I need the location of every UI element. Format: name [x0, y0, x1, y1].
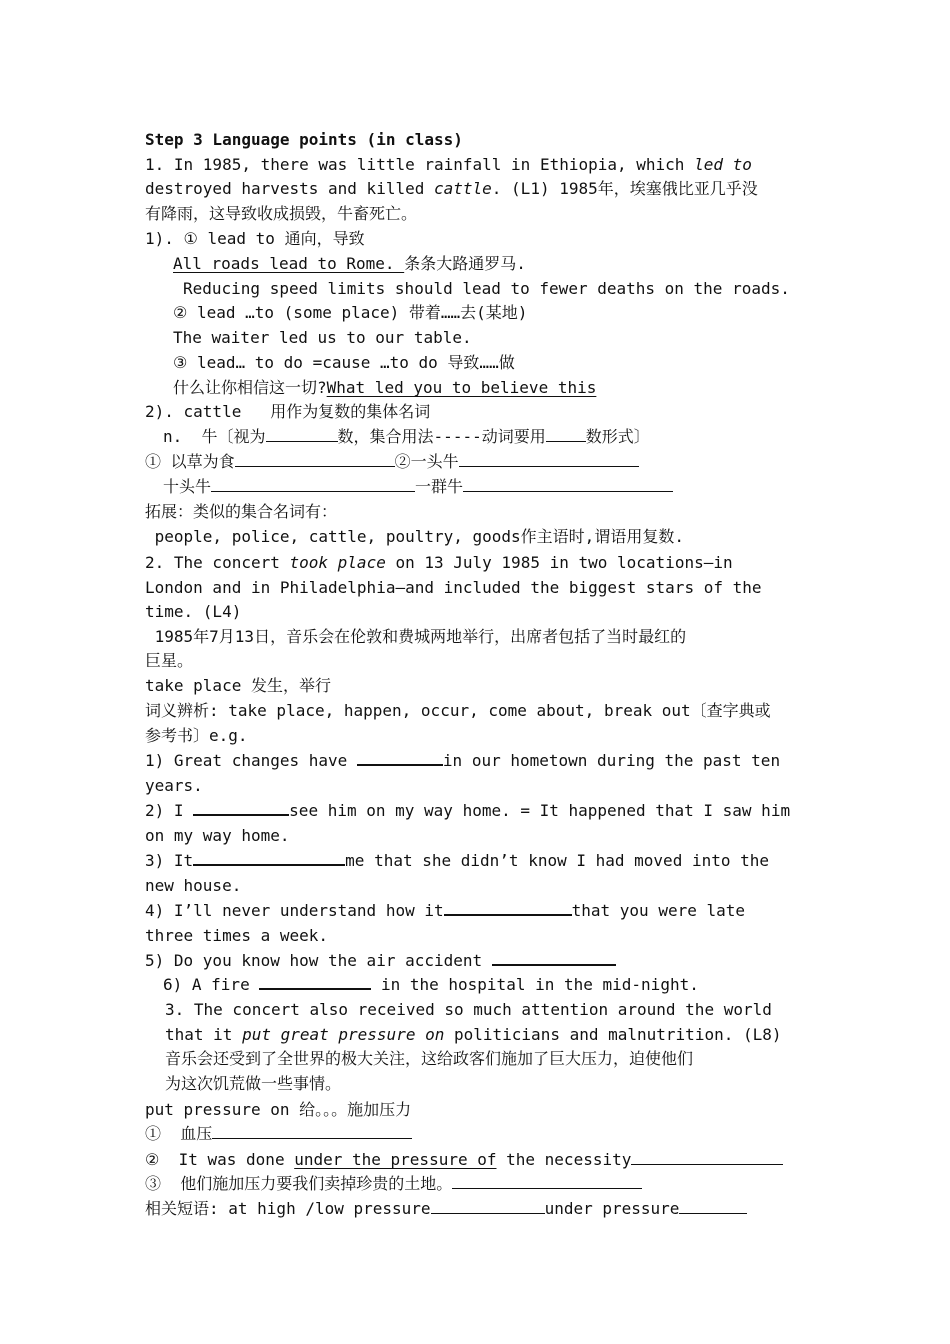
fill-blank[interactable] [266, 425, 338, 442]
fill-blank[interactable] [357, 748, 443, 766]
related-phrases [145, 1196, 747, 1221]
exercise-1 [145, 748, 780, 773]
text: 1. In 1985, there was little rainfall in Ethiopia, which [145, 155, 695, 174]
italic-phrase: put great pressure on [242, 1025, 445, 1044]
cattle-row-2 [163, 474, 673, 499]
exercise-3 [145, 848, 769, 873]
text: 数，集合用法-----动词要用 [337, 427, 546, 446]
text: 3) It [145, 851, 194, 870]
fill-blank[interactable] [431, 1197, 545, 1214]
exercise-1-cont: years. [145, 776, 203, 795]
point-2-line-6: take place 发生，举行 [145, 676, 331, 695]
text: 5) Do you know how the air accident [145, 951, 492, 970]
text: ②一头牛 [394, 452, 459, 471]
text: 十头牛 [163, 477, 212, 496]
text: 相关短语: at high /low pressure [145, 1199, 431, 1218]
italic-phrase: took place [289, 553, 386, 572]
point-2-line-3: time. (L4) [145, 602, 242, 621]
cattle-extension: 拓展：类似的集合名词有： [145, 502, 338, 521]
pressure-row-1 [145, 1121, 412, 1146]
cattle-heading: 2). cattle 用作为复数的集体名词 [145, 402, 431, 421]
lead-sense-2: ② lead …to (some place) 带着……去(某地) [173, 303, 528, 322]
section-heading: Step 3 Language points (in class) [145, 130, 463, 149]
text: . (L1) 1985年，埃塞俄比亚几乎没 [491, 179, 758, 198]
text: 2. The concert [145, 553, 290, 572]
italic-phrase: led to [694, 155, 752, 174]
point-1-line-2 [145, 176, 758, 201]
fill-blank[interactable] [679, 1197, 747, 1214]
text: me that she didn’t know I had moved into the [345, 851, 770, 870]
point-2-line-4: 1985年7月13日，音乐会在伦敦和费城两地举行，出席者包括了当时最红的 [145, 627, 687, 646]
point-3-line-4: 为这次饥荒做一些事情。 [165, 1074, 342, 1093]
lead-example-1 [173, 251, 526, 276]
cattle-extension-2: people, police, cattle, poultry, goods作主语时,谓语用复数. [145, 527, 684, 546]
point-1-line-3: 有降雨，这导致收成损毁，牛畜死亡。 [145, 204, 418, 223]
lead-example-4 [173, 375, 596, 400]
text: 1) Great changes have [145, 751, 357, 770]
point-2-line-7: 词义辨析: take place, happen, occur, come about, break out〔查字典或 [145, 701, 771, 720]
fill-blank[interactable] [235, 450, 395, 467]
exercise-4 [145, 898, 745, 923]
text: see him on my way home. = It happened that I saw him [289, 801, 791, 820]
text: on 13 July 1985 in two locations—in [385, 553, 733, 572]
point-3-line-3: 音乐会还受到了全世界的极大关注，这给政客们施加了巨大压力，迫使他们 [165, 1049, 694, 1068]
text: ① 血压 [145, 1124, 213, 1143]
fill-blank[interactable] [193, 798, 289, 816]
underlined-phrase: under the pressure of [294, 1150, 497, 1169]
exercise-3-cont: new house. [145, 876, 242, 895]
text: 4) I’ll never understand how it [145, 901, 444, 920]
point-3-line-5: put pressure on 给。。。施加压力 [145, 1100, 412, 1119]
fill-blank[interactable] [259, 972, 371, 990]
exercise-2-cont: on my way home. [145, 826, 290, 845]
text: under pressure [544, 1199, 680, 1218]
exercise-6 [163, 972, 699, 997]
text: the necessity [496, 1150, 632, 1169]
exercise-5 [145, 948, 616, 973]
text: 6) A fire [163, 975, 260, 994]
underlined-example: All roads lead to Rome. [173, 254, 405, 273]
fill-blank[interactable] [459, 450, 639, 467]
fill-blank[interactable] [546, 425, 586, 442]
text: destroyed harvests and killed [145, 179, 434, 198]
text: in the hospital in the mid-night. [371, 975, 699, 994]
point-3-line-1: 3. The concert also received so much attention around the world [165, 1000, 772, 1019]
exercise-2 [145, 798, 790, 823]
text: ③ 他们施加压力要我们卖掉珍贵的土地。 [145, 1174, 453, 1193]
fill-blank[interactable] [452, 1172, 642, 1189]
fill-blank[interactable] [193, 848, 345, 866]
text: in our hometown during the past ten [442, 751, 781, 770]
point-2-line-5: 巨星。 [145, 651, 194, 670]
cattle-row-1 [145, 449, 639, 474]
text: ② It was done [145, 1150, 295, 1169]
text: 2) I [145, 801, 194, 820]
fill-blank[interactable] [211, 475, 415, 492]
point-3-line-2 [165, 1022, 782, 1047]
text: politicians and malnutrition. (L8) [444, 1025, 782, 1044]
text: 数形式〕 [585, 427, 650, 446]
exercise-4-cont: three times a week. [145, 926, 329, 945]
pressure-row-3 [145, 1171, 642, 1196]
point-2-line-8: 参考书〕e.g. [145, 726, 248, 745]
lead-example-3: The waiter led us to our table. [173, 328, 472, 347]
fill-blank[interactable] [492, 948, 616, 966]
text: that it [165, 1025, 243, 1044]
lead-sense-3: ③ lead… to do =cause …to do 导致……做 [173, 353, 515, 372]
pressure-row-2 [145, 1147, 783, 1172]
point-2-line-2: London and in Philadelphia—and included the biggest stars of the [145, 578, 762, 597]
point-2-line-1 [145, 550, 733, 575]
text: ① 以草为食 [145, 452, 235, 471]
text: n. 牛〔视为 [163, 427, 266, 446]
fill-blank[interactable] [463, 475, 673, 492]
lead-heading: 1). ① lead to 通向，导致 [145, 229, 365, 248]
fill-blank[interactable] [212, 1122, 412, 1139]
translation: 条条大路通罗马. [404, 254, 526, 273]
text: 一群牛 [415, 477, 464, 496]
underlined-example: What led you to believe this [326, 378, 597, 397]
fill-blank[interactable] [444, 898, 572, 916]
translation: 什么让你相信这一切? [173, 378, 327, 397]
lead-example-2: Reducing speed limits should lead to fewer deaths on the roads. [183, 279, 790, 298]
fill-blank[interactable] [631, 1148, 783, 1165]
point-1-line-1 [145, 152, 752, 177]
italic-word: cattle [433, 179, 492, 198]
text: that you were late [571, 901, 746, 920]
cattle-noun-line [163, 424, 650, 449]
